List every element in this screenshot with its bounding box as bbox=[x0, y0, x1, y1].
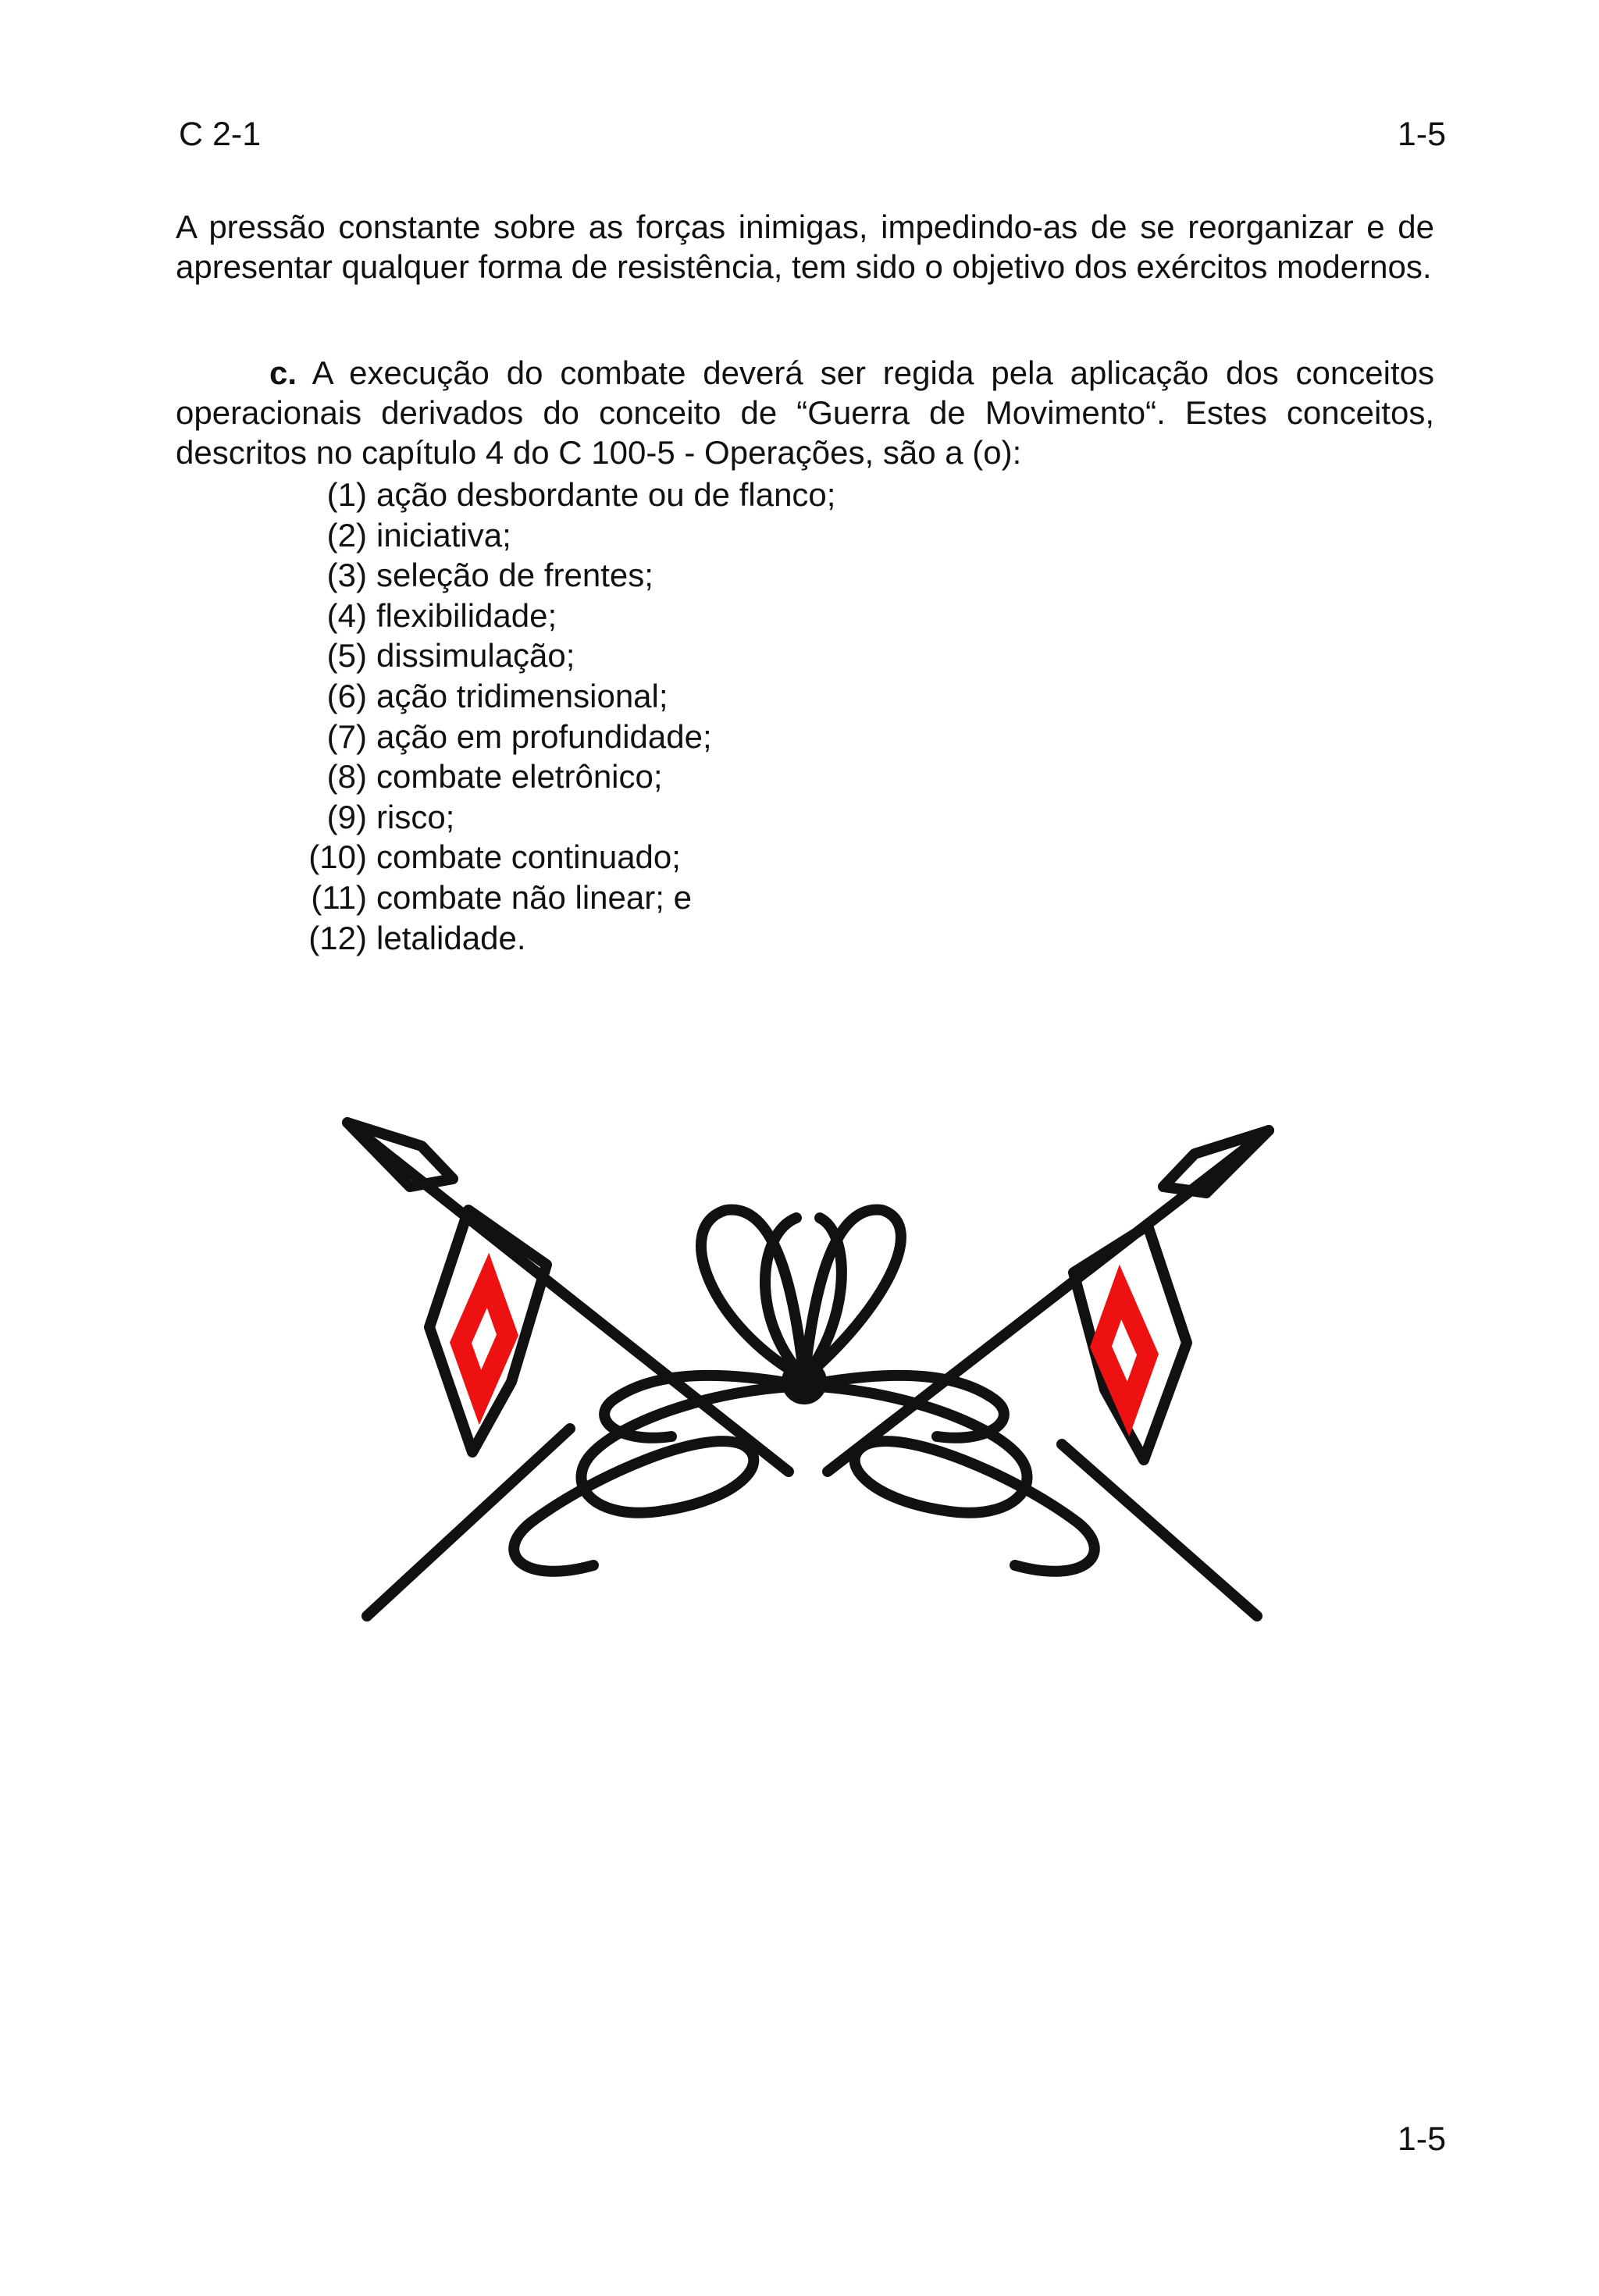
list-item-number: (11) bbox=[311, 878, 367, 916]
section-c-text: A execução do combate deverá ser regida pela aplicação dos conceitos operacionais derivados do conceito de “Guerra de Movimento“. Estes conceitos, descritos no capítulo 4 do C 100-5 - Operações, são a (o): bbox=[176, 354, 1434, 471]
list-item bbox=[301, 676, 835, 717]
list-item bbox=[301, 918, 835, 959]
list-item-text: ação desbordante ou de flanco; bbox=[376, 476, 836, 513]
list-item-text: letalidade. bbox=[376, 919, 526, 956]
section-marker: c. bbox=[269, 354, 297, 391]
list-item-text: combate não linear; e bbox=[376, 878, 692, 916]
list-item-number: (3) bbox=[326, 557, 367, 594]
list-item-number: (12) bbox=[308, 919, 367, 956]
list-item-text: flexibilidade; bbox=[376, 596, 557, 634]
list-item-number: (10) bbox=[308, 838, 367, 876]
left-ribbon-icon bbox=[514, 1386, 804, 1572]
list-item-number: (2) bbox=[326, 516, 367, 554]
list-item bbox=[301, 596, 835, 636]
right-ribbon-icon bbox=[804, 1386, 1095, 1572]
signal-corps-emblem bbox=[336, 1116, 1280, 1647]
list-item-text: seleção de frentes; bbox=[376, 557, 653, 594]
list-item-text: iniciativa; bbox=[376, 516, 511, 554]
list-item-text: combate eletrônico; bbox=[376, 758, 663, 796]
list-item-number: (6) bbox=[326, 677, 367, 714]
list-item-text: ação em profundidade; bbox=[376, 717, 712, 755]
list-item bbox=[301, 837, 835, 877]
intro-paragraph: A pressão constante sobre as forças inimigas, impedindo-as de se reorganizar e de apresentar qualquer forma de resistência, tem sido o objetivo dos exércitos modernos. bbox=[176, 208, 1434, 285]
left-lance-icon bbox=[347, 1123, 789, 1616]
list-item bbox=[301, 635, 835, 676]
list-item-number: (8) bbox=[326, 758, 367, 796]
list-item-text: combate continuado; bbox=[376, 838, 681, 876]
left-diamond-icon bbox=[461, 1280, 507, 1397]
list-item bbox=[301, 717, 835, 757]
list-item-text: dissimulação; bbox=[376, 637, 575, 675]
footer-page-number: 1-5 bbox=[1397, 2120, 1446, 2158]
section-c-paragraph bbox=[176, 353, 1434, 472]
header-page-number: 1-5 bbox=[1397, 116, 1446, 153]
list-item bbox=[301, 877, 835, 918]
list-item-text: ação tridimensional; bbox=[376, 677, 668, 714]
list-item-number: (5) bbox=[326, 637, 367, 675]
list-item bbox=[301, 797, 835, 838]
list-item-number: (4) bbox=[326, 596, 367, 634]
list-item bbox=[301, 756, 835, 797]
list-item bbox=[301, 555, 835, 596]
list-item bbox=[301, 515, 835, 556]
list-item-number: (1) bbox=[326, 476, 367, 513]
list-item bbox=[301, 475, 835, 515]
list-item-text: risco; bbox=[376, 798, 455, 835]
list-item-number: (9) bbox=[326, 798, 367, 835]
operational-concepts-list bbox=[301, 475, 835, 958]
document-code: C 2-1 bbox=[179, 116, 262, 153]
list-item-number: (7) bbox=[326, 717, 367, 755]
left-pennant-icon bbox=[429, 1210, 547, 1452]
